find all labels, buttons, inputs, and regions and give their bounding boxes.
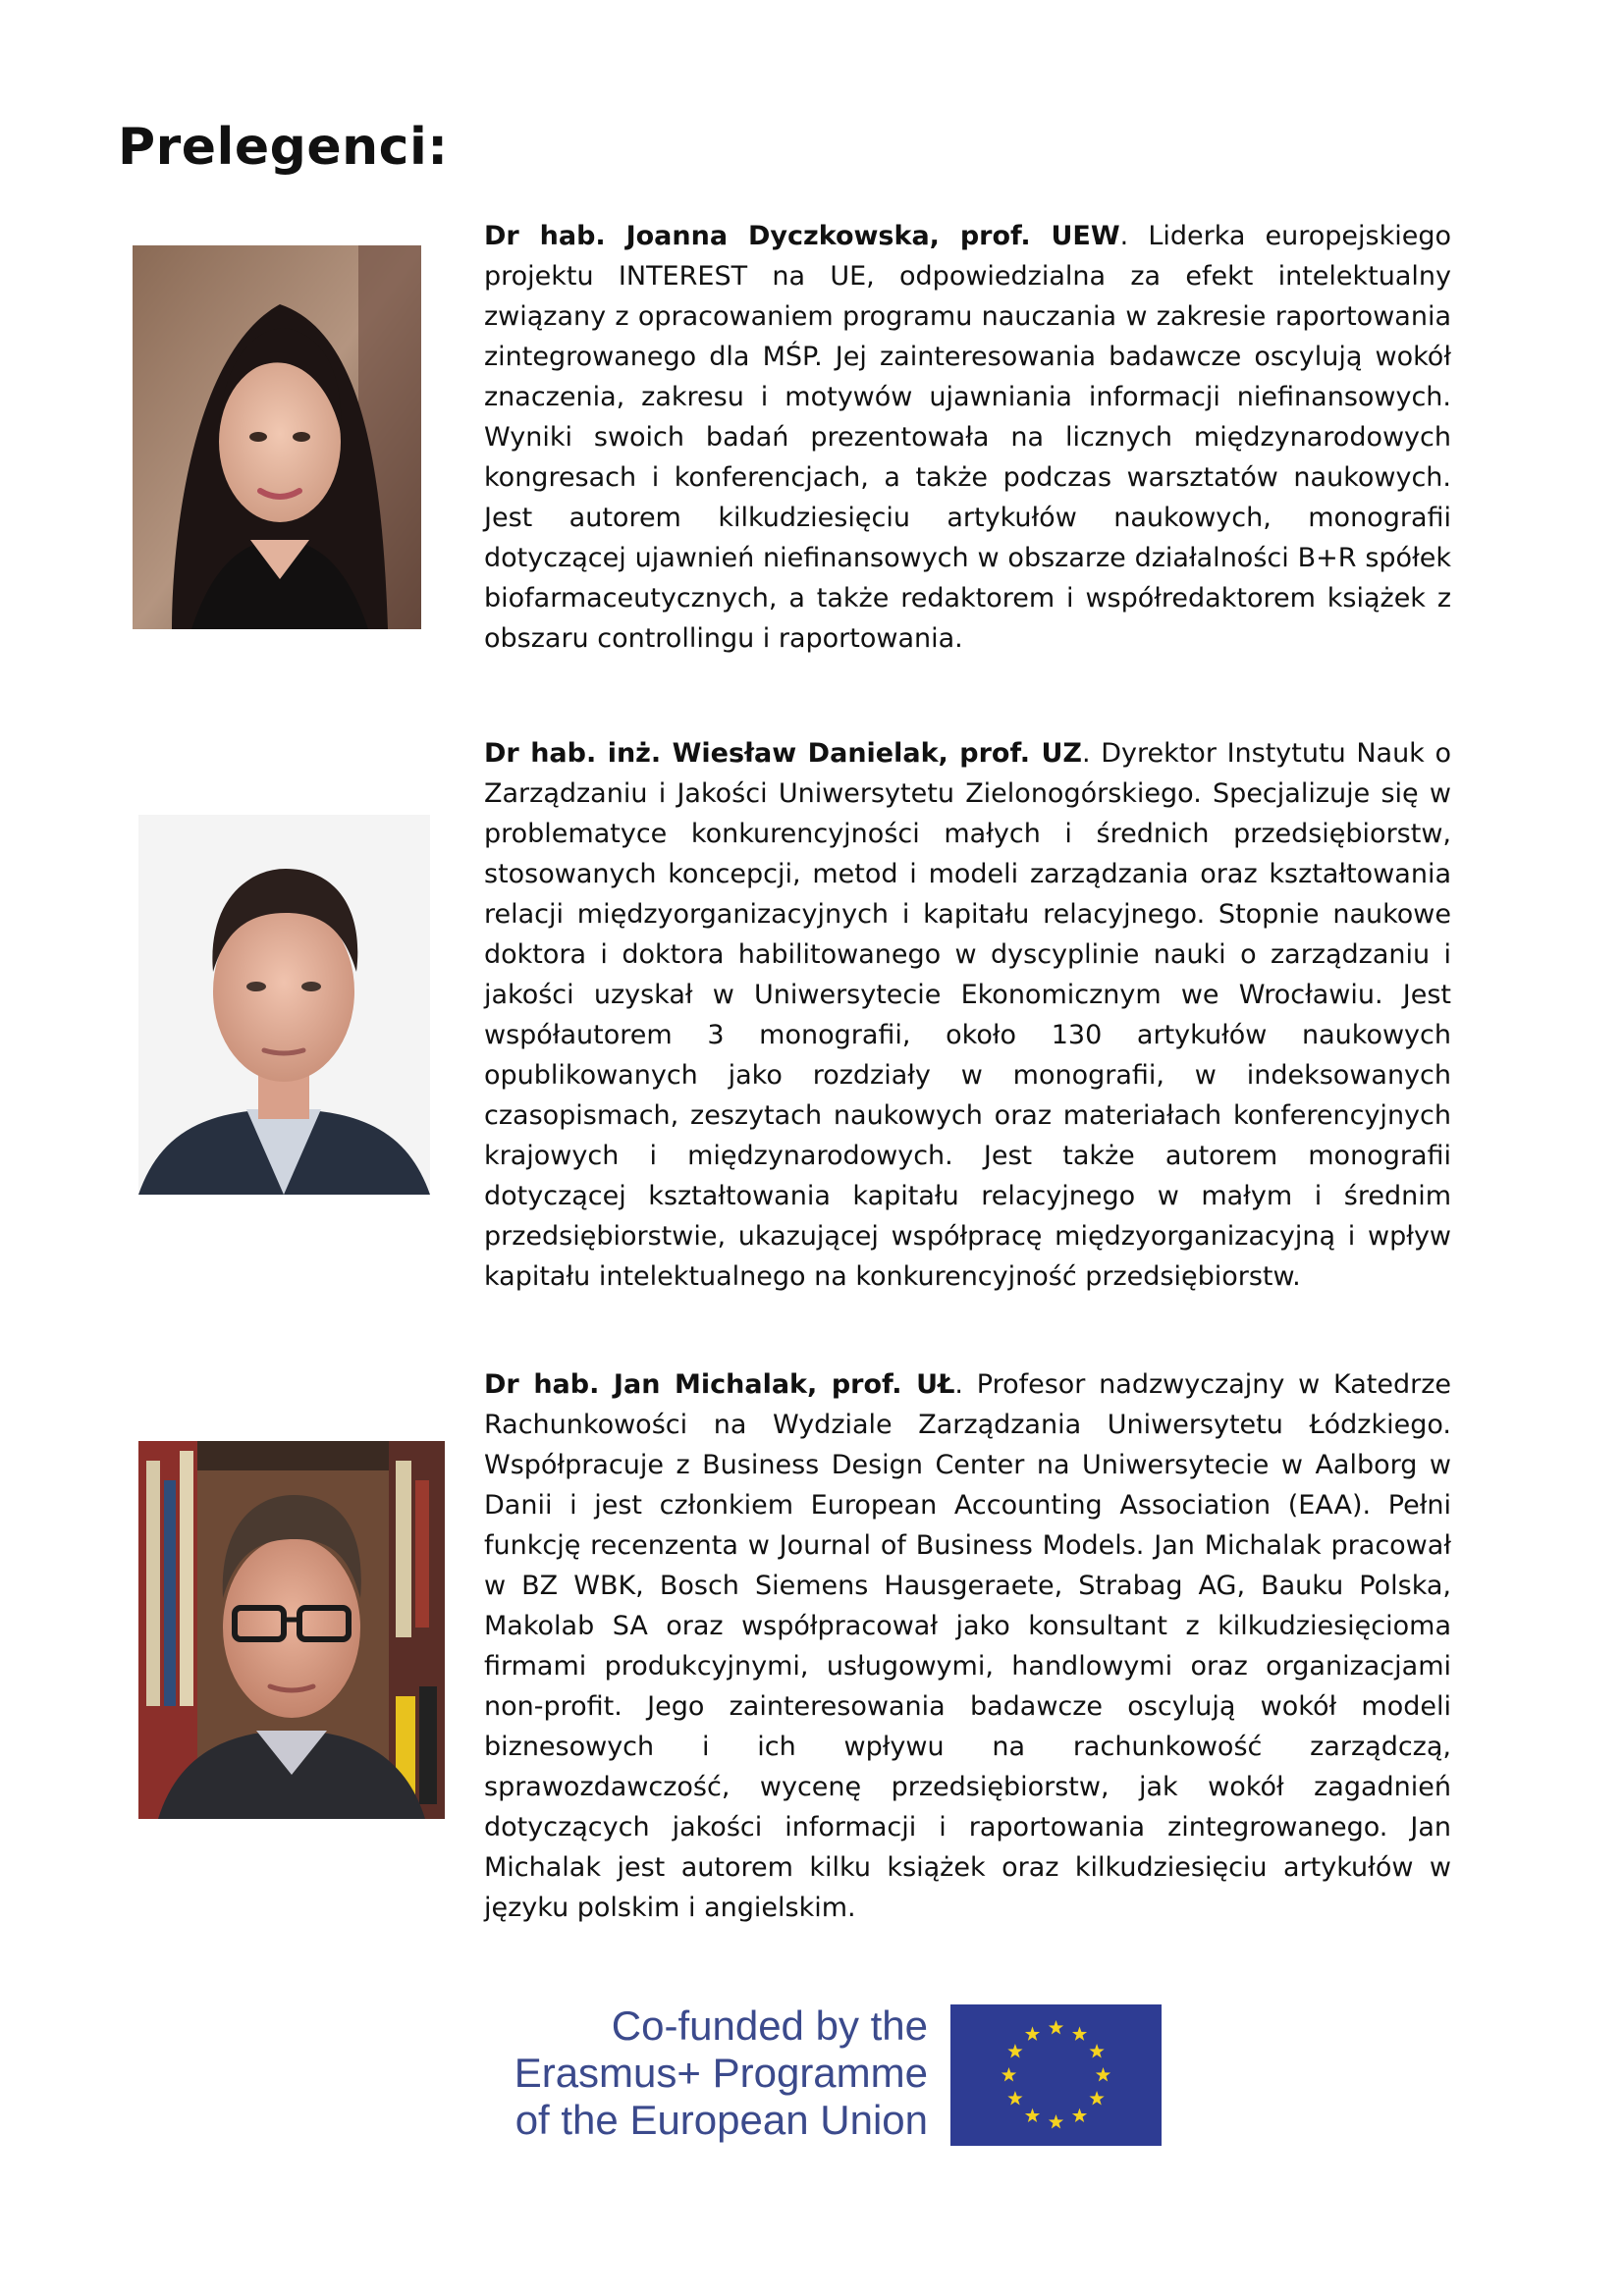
logo-line: of the European Union [514,2097,928,2143]
logo-text [496,2002,928,2144]
portrait-image [133,245,421,629]
speaker-name: Dr hab. Jan Michalak, prof. UŁ [484,1369,955,1400]
speaker-bio [484,216,1451,659]
speaker-name: Dr hab. Joanna Dyczkowska, prof. UEW [484,221,1120,251]
page-title: Prelegenci: [118,118,449,177]
speaker-description: . Profesor nadzwyczajny w Katedrze Rachunkowości na Wydziale Zarządzania Uniwersytetu Łódzkiego. Współpracuje z Business Design Center na Uniwersytecie w Aalborg w Danii i jest członkiem European Accounting Association (EAA). Pełni funkcję recenzenta w Journal of Business Models. Jan Michalak pracował w BZ WBK, Bosch Siemens Hausgeraete, Strabag AG, Bauku Polska, Makolab SA oraz współpracował jako konsultant z kilkudziesięcioma firmami produkcyjnymi, usługowymi, handlowymi oraz organizacjami non-profit. Jego zainteresowania badawcze oscylują wokół modeli biznesowych i ich wpływu na rachunkowość zarządczą, sprawozdawczość, wycenę przedsiębiorstw, jak wokół zagadnień dotyczących jakości informacji i raportowania zintegrowanego. Jan Michalak jest autorem kilku książek oraz kilkudziesięciu artykułów w języku polskim i angielskim. [484,1369,1451,1923]
speaker-photo [138,815,430,1195]
speaker-description: . Dyrektor Instytutu Nauk o Zarządzaniu i Jakości Uniwersytetu Zielonogórskiego. Specjalizuje się w problematyce konkurencyjności małych i średnich przedsiębiorstw, stosowanych koncepcji, metod i modeli zarządzania oraz kształtowania relacji międzyorganizacyjnych i kapitału relacyjnego. Stopnie naukowe doktora i doktora habilitowanego w dyscyplinie nauki o zarządzaniu i jakości uzyskał w Uniwersytecie Ekonomicznym we Wrocławiu. Jest współautorem 3 monografii, około 130 artykułów naukowych opublikowanych jako rozdziały w monografii, w indeksowanych czasopismach, zeszytach naukowych oraz materiałach konferencyjnych krajowych i międzynarodowych. Jest także autorem monografii dotyczącej kształtowania kapitału relacyjnego w małym i średnim przedsiębiorstwie, ukazującej współpracę międzyorganizacyjną i wpływ kapitału intelektualnego na konkurencyjność przedsiębiorstw. [484,738,1451,1292]
speaker-photo [138,1441,445,1819]
speaker-name: Dr hab. inż. Wiesław Danielak, prof. UZ [484,738,1082,769]
portrait-image [138,815,430,1195]
logo-line: Erasmus+ Programme [514,2050,928,2096]
eu-flag-icon [950,2004,1162,2146]
speaker-bio [484,1364,1451,1928]
logo-line: Co-funded by the [611,2002,928,2049]
speaker-bio [484,733,1451,1297]
speaker-photo [133,245,421,629]
erasmus-logo [496,2002,1164,2150]
speaker-description: . Liderka europejskiego projektu INTEREST na UE, odpowiedzialna za efekt intelektualny związany z opracowaniem programu nauczania w zakresie raportowania zintegrowanego dla MŚP. Jej zainteresowania badawcze oscylują wokół znaczenia, zakresu i motywów ujawniania informacji niefinansowych. Wyniki swoich badań prezentowała na licznych międzynarodowych kongresach i konferencjach, a także podczas warsztatów naukowych. Jest autorem kilkudziesięciu artykułów naukowych, monografii dotyczącej ujawnień niefinansowych w obszarze działalności B+R spółek biofarmaceutycznych, a także redaktorem i współredaktorem książek z obszaru controllingu i raportowania. [484,221,1451,654]
portrait-image [138,1441,445,1819]
